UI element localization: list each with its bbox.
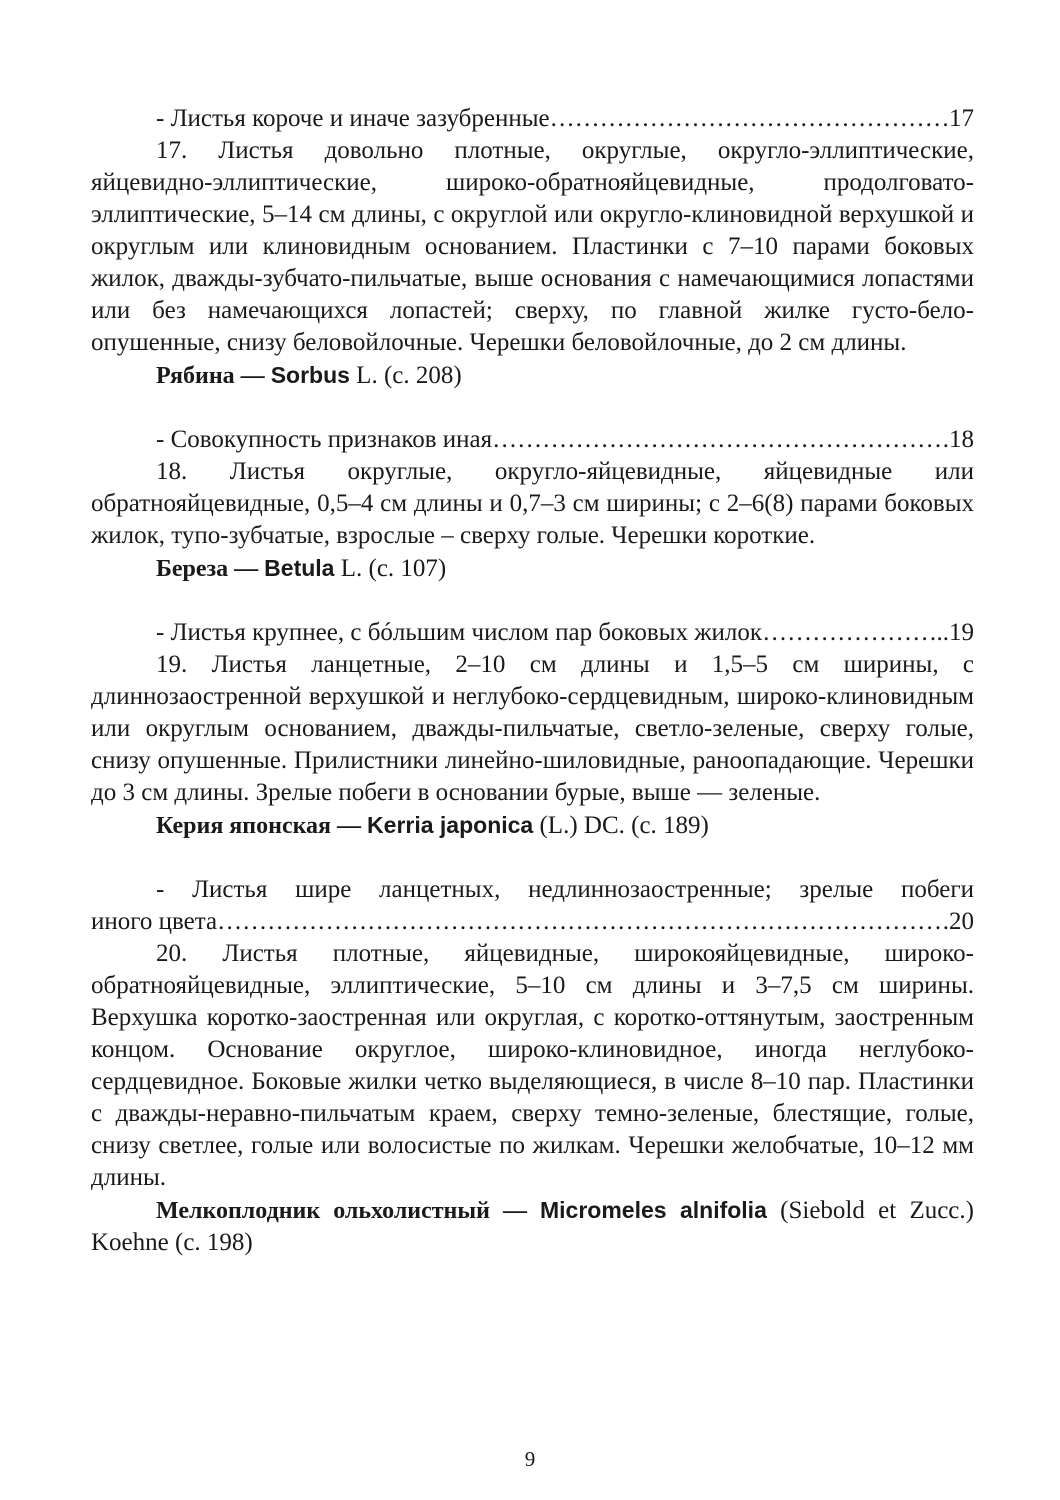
leader-dots [762, 617, 936, 649]
taxon-russian-name: Рябина — [156, 363, 271, 389]
taxon-betula [91, 552, 974, 585]
taxon-latin-name: Micromeles alnifolia [540, 1197, 767, 1223]
key-lead-20 [91, 906, 974, 938]
key-paragraph-20: 20. Листья плотные, яйцевидные, широкояйцевидные, широко-обратнояйцевидные, эллиптические, 5–10 см длины и 3–7,5 см ширины. Верхушка коротко-заостренная или округлая, с коротко-оттянутым, заостренным концом. Основание округлое, широко-клиновидное, иногда неглубоко-сердцевидное. Боковые жилки четко выделяющиеся, в числе 8–10 пар. Пластинки с дважды-неравно-пильчатым краем, сверху темно-зеленые, блестящие, голые, снизу светлее, голые или волосистые по жилкам. Черешки желобчатые, 10–12 мм длины. [91, 940, 974, 1191]
taxon-reference: (L.) DC. (с. 189) [533, 812, 709, 839]
leader-dots [550, 103, 949, 135]
taxon-reference: (Siebold et Zucc.) Koehne (с. 198) [91, 1197, 974, 1256]
key-lead-17 [91, 103, 974, 135]
lead-text: - Листья короче и иначе зазубренные [156, 105, 550, 132]
taxon-russian-name: Мелкоплодник ольхолистный — [156, 1198, 540, 1224]
key-lead-19 [91, 617, 974, 649]
key-paragraph-17: 17. Листья довольно плотные, округлые, округло-эллиптические, яйцевидно-эллиптические, широко-обратнояйцевидные, продолговато-эллиптические, 5–14 см длины, с округлой или округло-клиновидной верхушкой и округлым или клиновидным основанием. Пластинки с 7–10 парами боковых жилок, дважды-зубчато-пильчатые, выше основания с намечающимися лопастями или без намечающихся лопастей; сверху, по главной жилке густо-бело-опушенные, снизу беловойлочные. Черешки беловойлочные, до 2 см длины. [91, 137, 974, 356]
key-text [91, 103, 974, 1259]
key-lead-20-line1: - Листья шире ланцетных, недлиннозаостренные; зрелые побеги [156, 876, 974, 903]
taxon-latin-name: Sorbus [270, 362, 350, 388]
lead-target: .20 [942, 908, 974, 935]
spacer [91, 392, 974, 424]
taxon-latin-name: Betula [264, 555, 335, 581]
taxon-russian-name: Керия японская — [156, 813, 368, 839]
lead-target: ..19 [936, 619, 974, 646]
lead-text: иного цвета [91, 908, 218, 935]
taxon-russian-name: Береза — [156, 556, 265, 582]
taxon-reference: L. (с. 107) [334, 555, 447, 582]
lead-target: 17 [949, 105, 974, 132]
key-paragraph-19: 19. Листья ланцетные, 2–10 см длины и 1,5–5 см ширины, с длиннозаостренной верхушкой и неглубоко-сердцевидным, широко-клиновидным или округлым основанием, дважды-пильчатые, светло-зеленые, сверху голые, снизу опушенные. Прилистники линейно-шиловидные, раноопадающие. Черешки до 3 см длины. Зрелые побеги в основании бурые, выше — зеленые. [91, 651, 974, 806]
taxon-sorbus [91, 359, 974, 392]
key-lead-18 [91, 424, 974, 456]
taxon-kerria [91, 809, 974, 842]
taxon-reference: L. (с. 208) [349, 362, 462, 389]
lead-text: - Совокупность признаков иная [156, 426, 493, 453]
spacer [91, 842, 974, 874]
lead-target: .18 [942, 426, 974, 453]
lead-text: - Листья крупнее, с бóльшим числом пар боковых жилок [156, 619, 763, 646]
taxon-micromeles [91, 1194, 974, 1259]
leader-dots [217, 906, 943, 938]
leader-dots [492, 424, 943, 456]
taxon-latin-name: Kerria japonica [367, 812, 534, 838]
spacer [91, 585, 974, 617]
page-number: 9 [524, 1447, 536, 1471]
key-paragraph-18: 18. Листья округлые, округло-яйцевидные, яйцевидные или обратнояйцевидные, 0,5–4 см длины и 0,7–3 см ширины; с 2–6(8) парами боковых жилок, тупо-зубчатые, взрослые – сверху голые. Черешки короткие. [91, 458, 974, 549]
